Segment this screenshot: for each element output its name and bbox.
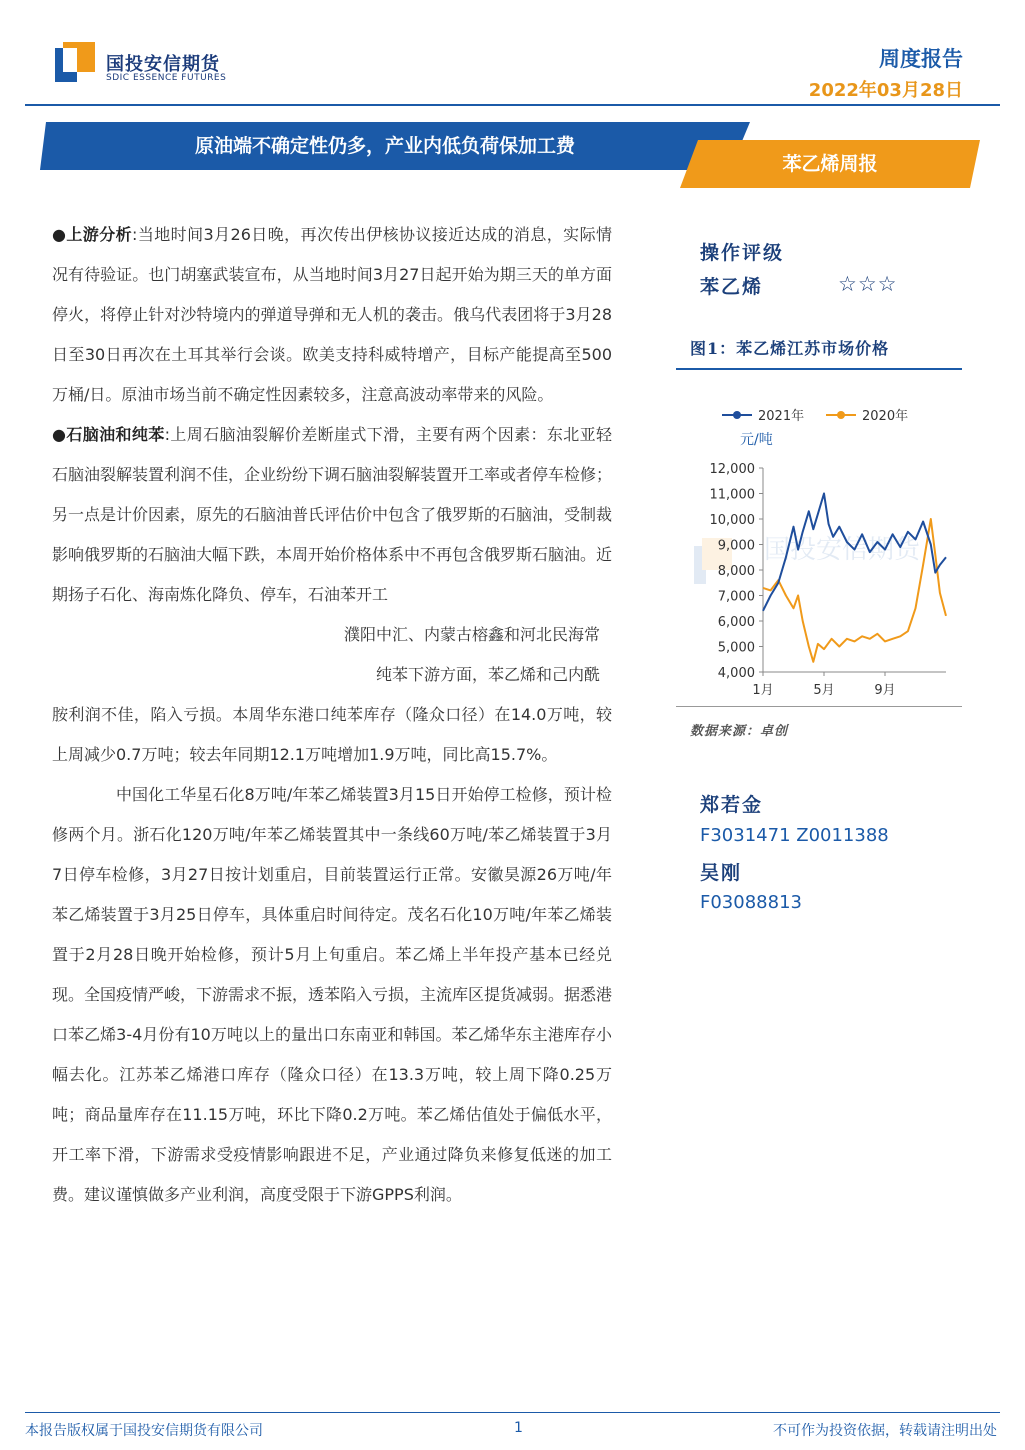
main-content [52, 215, 612, 1215]
analyst-name-1: 郑若金 [700, 794, 764, 816]
section-label-naphtha: ●石脑油和纯苯 [52, 425, 165, 444]
watermark-text: 国投安信期货 [764, 535, 921, 565]
y-tick-label: 10,000 [709, 513, 755, 528]
paragraph-styrene: 中国化工华星石化8万吨/年苯乙烯装置3月15日开始停工检修，预计检修两个月。浙石化120万吨/年苯乙烯装置其中一条线60万吨/苯乙烯装置于3月7日停车检修，3月27日按计划重启，目前装置运行正常。安徽昊源26万吨/年苯乙烯装置于3月25日停车，具体重启时间待定。茂名石化10万吨/年苯乙烯装置于2月28日晚开始检修，预计5月上旬重启。苯乙烯上半年投产基本已经兑现。全国疫情严峻，下游需求不振，透苯陷入亏损，主流库区提货减弱。据悉港口苯乙烯3-4月份有10万吨以上的量出口东南亚和韩国。苯乙烯华东主港库存小幅去化。江苏苯乙烯港口库存（隆众口径）在13.3万吨，较上周下降0.25万吨；商品量库存在11.15万吨，环比下降0.2万吨。苯乙烯估值处于偏低水平，开工率下滑，下游需求受疫情影响跟进不足，产业通过降负来修复低迷的加工费。建议谨慎做多产业利润，高度受限于下游GPPS利润。 [52, 785, 613, 1204]
company-logo-text: 国投安信期货 [106, 54, 220, 75]
paragraph-naphtha-benzene [52, 415, 612, 615]
analyst-codes-2: F03088813 [700, 892, 802, 913]
company-logo-english: SDIC ESSENCE FUTURES [106, 73, 227, 83]
paragraph-upstream [52, 215, 612, 415]
y-tick-label: 9,000 [717, 538, 755, 554]
footer-disclaimer: 不可作为投资依据，转载请注明出处 [773, 1423, 997, 1439]
legend-label-2021: 2021年 [758, 409, 805, 424]
legend-label-2020: 2020年 [862, 409, 909, 424]
paragraph-fragment-2: 纯苯下游方面，苯乙烯和己内酰 [375, 665, 600, 684]
footer-copyright: 本报告版权属于国投安信期货有限公司 [25, 1423, 263, 1439]
y-tick-label: 4,000 [717, 666, 755, 681]
paragraph-upstream-text: :当地时间3月26日晚，再次传出伊核协议接近达成的消息，实际情况有待验证。也门胡塞武装宣布，从当地时间3月27日起开始为期三天的单方面停火，将停止针对沙特境内的弹道导弹和无人机的袭击。俄乌代表团将于3月28日至30日再次在土耳其举行会谈。欧美支持科威特增产，目标产能提高至500万桶/日。原油市场当前不确定性因素较多，注意高波动率带来的风险。 [52, 225, 612, 404]
page-number: 1 [514, 1420, 523, 1436]
logo-mark-icon [55, 42, 95, 82]
styrene-price-chart [690, 398, 960, 703]
chart-legend [722, 408, 908, 424]
analyst-name-2: 吴刚 [700, 862, 743, 884]
figure-divider [676, 368, 962, 370]
rating-stars: ☆☆☆ [838, 272, 898, 296]
analyst-codes-1: F3031471 Z0011388 [700, 825, 889, 846]
rating-product: 苯乙烯 [700, 276, 764, 298]
x-tick-label: 9月 [874, 683, 896, 698]
y-tick-label: 8,000 [717, 564, 755, 579]
report-type: 周度报告 [879, 47, 963, 71]
paragraph-naphtha-text: :上周石脑油裂解价差断崖式下滑，主要有两个因素：东北亚轻石脑油裂解装置利润不佳，企业纷纷下调石脑油裂解装置开工率或者停车检修；另一点是计价因素，原先的石脑油普氏评估价中包含了俄罗斯的石脑油，受制裁影响俄罗斯的石脑油大幅下跌，本周开始价格体系中不再包含俄罗斯石脑油。近期扬子石化、海南炼化降负、停车，石油苯开工 [52, 425, 613, 604]
y-tick-label: 12,000 [709, 462, 755, 477]
legend-marker-2020 [837, 411, 845, 419]
y-tick-label: 5,000 [717, 640, 755, 656]
x-tick-label: 5月 [813, 683, 835, 698]
figure-title: 图1：苯乙烯江苏市场价格 [690, 339, 890, 358]
section-label-upstream: ●上游分析 [52, 225, 133, 244]
header-divider [25, 104, 1000, 106]
report-headline: 原油端不确定性仍多，产业内低负荷保加工费 [194, 135, 575, 157]
x-tick-label: 1月 [752, 683, 774, 698]
legend-marker-2021 [733, 411, 741, 419]
data-source: 数据来源：卓创 [690, 724, 789, 739]
rating-label: 操作评级 [700, 242, 785, 264]
paragraph-fragment-1: 濮阳中汇、内蒙古榕鑫和河北民海常 [343, 625, 600, 644]
figure-bottom-divider [676, 706, 962, 707]
y-tick-label: 7,000 [717, 589, 755, 605]
y-axis-unit: 元/吨 [740, 432, 773, 448]
y-tick-label: 11,000 [709, 487, 755, 503]
footer-divider [25, 1412, 1000, 1413]
report-date: 2022年03月28日 [808, 80, 963, 101]
paragraph-benzene-inventory: 胺利润不佳，陷入亏损。本周华东港口纯苯库存（隆众口径）在14.0万吨，较上周减少0.7万吨；较去年同期12.1万吨增加1.9万吨，同比高15.7%。 [52, 705, 612, 764]
y-tick-label: 6,000 [717, 615, 755, 630]
report-category: 苯乙烯周报 [782, 153, 878, 175]
